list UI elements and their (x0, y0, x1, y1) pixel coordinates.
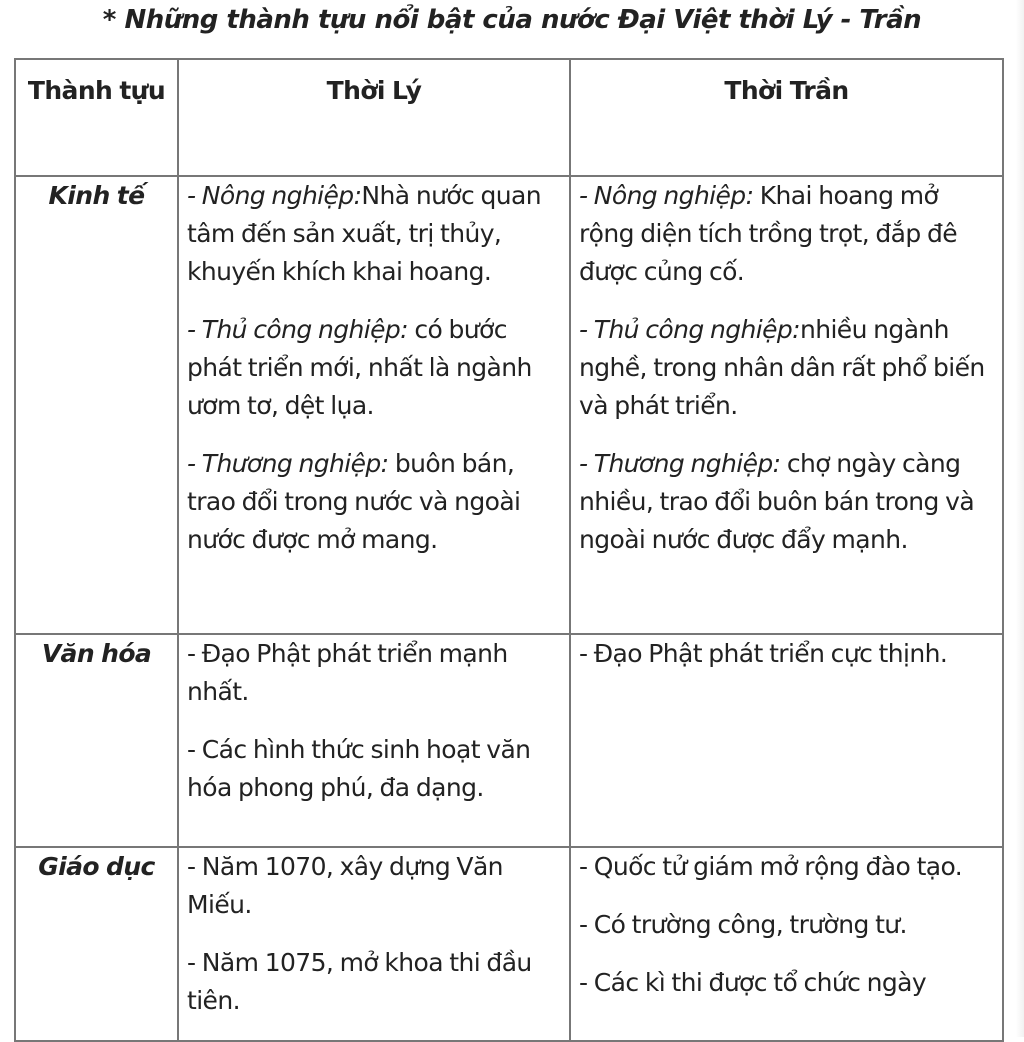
list-item (579, 177, 994, 291)
item-text: có bước phát triển mới, nhất là ngành ươm tơ, dệt lụa. (187, 315, 532, 420)
cell-culture-ly (178, 634, 570, 847)
item-text: Khai hoang mở rộng diện tích trồng trọt, đắp đê được củng cố. (579, 181, 958, 286)
item-text: chợ ngày càng nhiều, trao đổi buôn bán trong và ngoài nước được đẩy mạnh. (579, 449, 975, 554)
list-item (187, 177, 561, 291)
list-item: - Đạo Phật phát triển mạnh nhất. (187, 639, 508, 706)
cell-economy-ly (178, 176, 570, 634)
cell-culture-tran (570, 634, 1003, 847)
page-edge-shadow (1016, 0, 1024, 1037)
list-item: - Đạo Phật phát triển cực thịnh. (579, 639, 948, 668)
row-label-culture: Văn hóa (15, 634, 178, 847)
row-label-education: Giáo dục (15, 847, 178, 1041)
item-text: Nhà nước quan tâm đến sản xuất, trị thủy, khuyến khích khai hoang. (187, 181, 541, 286)
cell-economy-tran (570, 176, 1003, 634)
list-item: - Quốc tử giám mở rộng đào tạo. (579, 852, 963, 881)
header-tran-dynasty: Thời Trần (570, 59, 1003, 176)
term-label: - Thương nghiệp: (579, 449, 781, 478)
term-label: - Thủ công nghiệp: (187, 315, 408, 344)
list-item (579, 311, 994, 425)
header-achievement: Thành tựu (15, 59, 178, 176)
list-item: - Có trường công, trường tư. (579, 910, 907, 939)
list-item: - Năm 1070, xây dựng Văn Miếu. (187, 852, 503, 919)
table-row-economy (15, 176, 1003, 634)
header-ly-dynasty: Thời Lý (178, 59, 570, 176)
list-item: - Năm 1075, mở khoa thi đầu tiên. (187, 948, 532, 1015)
list-item (579, 445, 994, 559)
cell-education-tran (570, 847, 1003, 1041)
list-item: - Các hình thức sinh hoạt văn hóa phong phú, đa dạng. (187, 735, 531, 802)
achievements-table (14, 58, 1004, 1042)
term-label: - Nông nghiệp: (187, 181, 362, 210)
item-text: nhiều ngành nghề, trong nhân dân rất phổ biến và phát triển. (579, 315, 985, 420)
item-text: buôn bán, trao đổi trong nước và ngoài nước được mở mang. (187, 449, 521, 554)
list-item (187, 445, 561, 559)
table-row-education (15, 847, 1003, 1041)
table-row-culture (15, 634, 1003, 847)
list-item (187, 311, 561, 425)
table-header-row (15, 59, 1003, 176)
page-title: * Những thành tựu nổi bật của nước Đại Việt thời Lý - Trần (102, 5, 922, 35)
term-label: - Thương nghiệp: (187, 449, 389, 478)
row-label-economy: Kinh tế (15, 176, 178, 634)
cell-education-ly (178, 847, 570, 1041)
term-label: - Nông nghiệp: (579, 181, 754, 210)
term-label: - Thủ công nghiệp: (579, 315, 800, 344)
list-item: - Các kì thi được tổ chức ngày (579, 968, 927, 997)
